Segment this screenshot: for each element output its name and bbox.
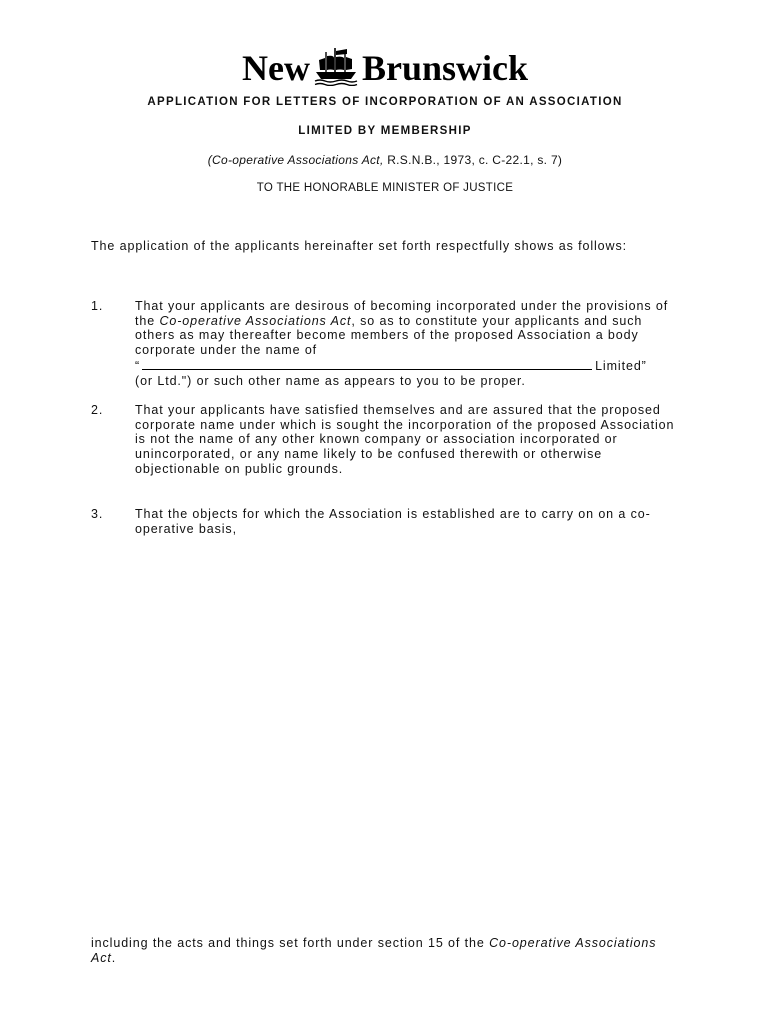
act-citation: R.S.N.B., 1973, c. C-22.1, s. 7) [383, 153, 563, 167]
logo-word-new: New [241, 48, 310, 88]
quote-mark: “ [135, 358, 141, 373]
association-name-field[interactable] [142, 358, 592, 370]
ship-icon [314, 46, 358, 86]
act-reference [0, 153, 770, 167]
clause-number: 3. [91, 507, 104, 521]
clause-text: That your applicants are desirous of becoming incorporated under the provisions of the [135, 299, 669, 328]
new-brunswick-logo [205, 40, 565, 86]
clause-number: 1. [91, 299, 104, 313]
closing-period: . [111, 951, 117, 965]
intro-paragraph: The application of the applicants hereinafter set forth respectfully shows as follows: [91, 239, 627, 253]
act-name: Co-operative Associations Act [91, 936, 657, 965]
limited-suffix: Limited” [595, 358, 647, 373]
closing-text: including the acts and things set forth under section 15 of the [91, 936, 490, 950]
clause-text: , so as to constitute your applicants and such others as may thereafter become members of the proposed Association a body corporate under the name of [135, 313, 643, 358]
clause-body: That your applicants have satisfied themselves and are assured that the proposed corporate name under which is sought the incorporation of the proposed Association is not the name of any other known company or association incorporated or unincorporated, or any name likely to be confused therewith or otherwise objectionable on public grounds. [135, 403, 675, 476]
clause-body [135, 299, 675, 388]
form-subtitle: LIMITED BY MEMBERSHIP [298, 125, 472, 137]
form-title: APPLICATION FOR LETTERS OF INCORPORATION OF AN ASSOCIATION [147, 96, 623, 108]
clause-body: That the objects for which the Association is established are to carry on on a co-operative basis, [135, 507, 651, 536]
closing-paragraph [91, 936, 676, 966]
act-name: Co-operative Associations Act [159, 313, 352, 328]
addressee: TO THE HONORABLE MINISTER OF JUSTICE [256, 182, 514, 194]
logo-word-brunswick: Brunswick [361, 48, 529, 88]
clause-number: 2. [91, 403, 104, 417]
act-name: (Co-operative Associations Act, [207, 153, 384, 167]
clause-text: (or Ltd.") or such other name as appears to you to be proper. [135, 373, 526, 388]
